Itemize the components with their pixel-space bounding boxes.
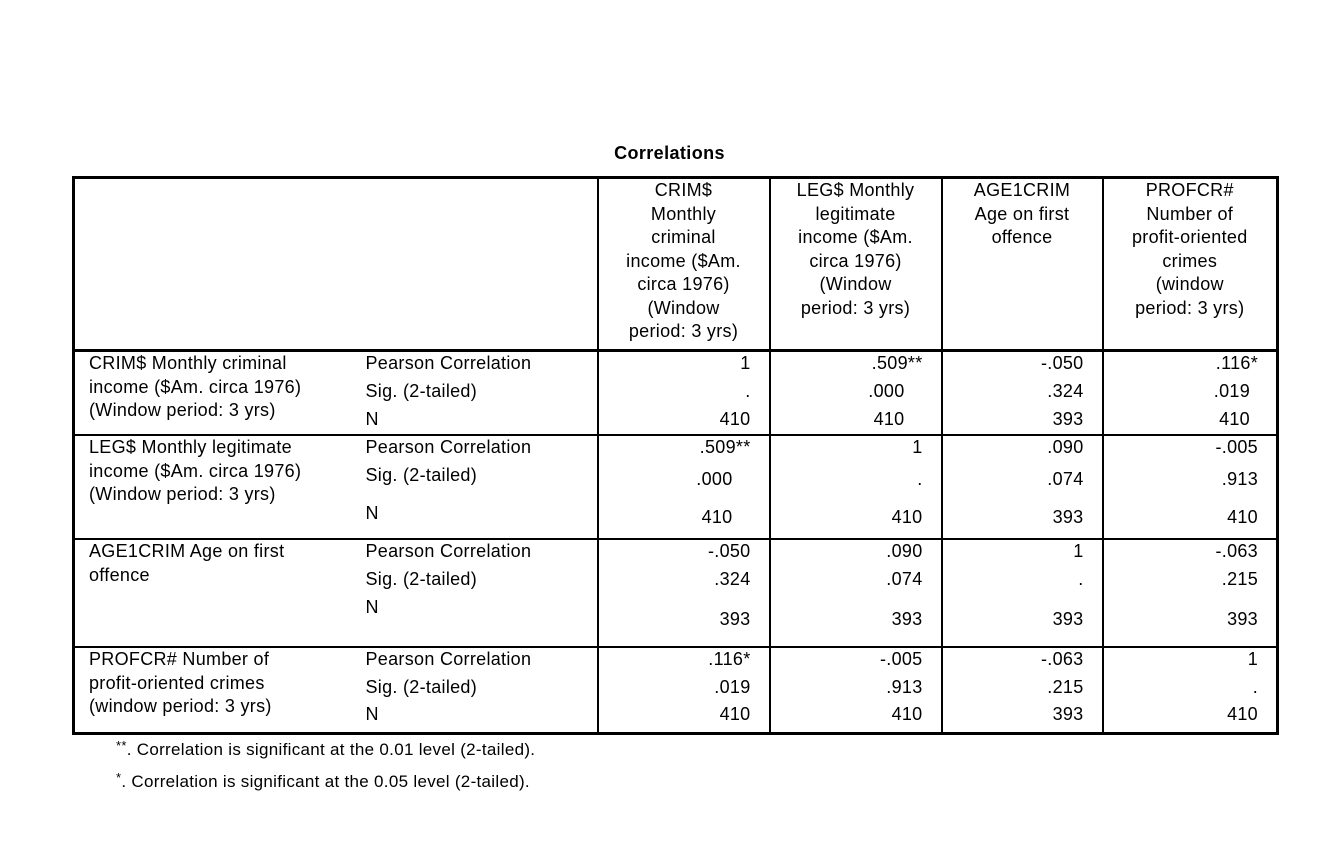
n-value: 410 xyxy=(1227,704,1258,724)
sig-value: .324 xyxy=(714,569,751,589)
stat-labels xyxy=(362,351,598,436)
row-group-profcr xyxy=(74,647,1278,734)
footnote-001 xyxy=(116,734,535,766)
row-label-line: income ($Am. circa 1976) xyxy=(89,460,302,481)
pearson-value: .090 xyxy=(886,541,923,561)
col-header-crim xyxy=(598,178,770,351)
n-value: 410 xyxy=(891,507,923,527)
col-header-line: income ($Am. xyxy=(626,250,741,271)
n-value: 393 xyxy=(719,609,751,629)
n-value: 410 xyxy=(1219,409,1250,429)
col-header-line: (Window xyxy=(647,297,720,318)
col-header-line: (Window xyxy=(819,274,892,294)
pearson-value: .116* xyxy=(1215,353,1258,373)
stat-label-n: N xyxy=(365,704,379,724)
cell-crim-profcr xyxy=(1103,351,1278,436)
sig-value: .000 xyxy=(696,469,733,489)
table-title: Correlations xyxy=(614,143,725,163)
sig-value: . xyxy=(1078,569,1084,589)
stat-label-n: N xyxy=(365,503,379,523)
col-header-line: Number of xyxy=(1146,203,1234,224)
cell-crim-age xyxy=(942,351,1103,436)
pearson-value: 1 xyxy=(740,353,751,373)
stat-label-sig: Sig. (2-tailed) xyxy=(365,569,478,589)
n-value: 393 xyxy=(1227,609,1258,629)
col-header-line: criminal xyxy=(651,227,716,247)
cell-profcr-crim xyxy=(598,647,770,734)
pearson-value: -.063 xyxy=(1040,649,1084,669)
row-label-line: AGE1CRIM Age on first xyxy=(89,541,285,561)
col-header-line: period: 3 yrs) xyxy=(628,321,739,341)
col-header-line: crimes xyxy=(1162,250,1218,271)
sig-value: .019 xyxy=(1213,381,1250,401)
row-label-profcr xyxy=(74,647,362,734)
col-header-line: profit-oriented xyxy=(1131,227,1248,247)
stat-label-sig: Sig. (2-tailed) xyxy=(365,381,478,401)
pearson-value: .509** xyxy=(699,437,751,457)
sig-value: .913 xyxy=(886,677,923,697)
row-label-line: offence xyxy=(89,564,150,585)
pearson-value: -.005 xyxy=(1215,437,1258,457)
pearson-value: .090 xyxy=(1047,437,1084,457)
sig-value: .074 xyxy=(1047,469,1084,489)
col-header-line: (window xyxy=(1155,274,1224,294)
n-value: 410 xyxy=(701,507,733,527)
col-header-line: Monthly xyxy=(650,203,717,224)
row-label-line: (Window period: 3 yrs) xyxy=(89,484,276,504)
pearson-value: 1 xyxy=(1247,649,1258,669)
stat-label-n: N xyxy=(365,597,379,617)
cell-profcr-age xyxy=(942,647,1103,734)
cell-age-crim xyxy=(598,539,770,647)
cell-leg-profcr xyxy=(1103,435,1278,539)
cell-leg-crim xyxy=(598,435,770,539)
sig-value: .913 xyxy=(1221,469,1258,489)
sig-value: .215 xyxy=(1221,569,1258,589)
cell-profcr-profcr xyxy=(1103,647,1278,734)
row-label-age1crim xyxy=(74,539,362,647)
cell-leg-leg xyxy=(770,435,942,539)
col-header-profcr xyxy=(1103,178,1278,351)
cell-leg-age xyxy=(942,435,1103,539)
n-value: 393 xyxy=(1052,704,1084,724)
stat-label-pearson: Pearson Correlation xyxy=(365,541,532,561)
pearson-value: 1 xyxy=(912,437,923,457)
row-label-line: income ($Am. circa 1976) xyxy=(89,376,302,397)
stat-labels xyxy=(362,435,598,539)
pearson-value: .116* xyxy=(708,649,751,669)
row-group-age1crim xyxy=(74,539,1278,647)
footnote-marker: ** xyxy=(116,738,127,753)
n-value: 393 xyxy=(1052,409,1084,429)
stat-label-sig: Sig. (2-tailed) xyxy=(365,465,478,485)
row-label-line: CRIM$ Monthly criminal xyxy=(89,353,287,373)
sig-value: . xyxy=(1252,677,1258,697)
sig-value: . xyxy=(917,469,923,489)
row-label-line: (window period: 3 yrs) xyxy=(89,696,272,716)
pearson-value: -.063 xyxy=(1215,541,1258,561)
cell-crim-leg xyxy=(770,351,942,436)
pearson-value: .509** xyxy=(871,353,923,373)
n-value: 393 xyxy=(1052,507,1084,527)
sig-value: .215 xyxy=(1047,677,1084,697)
sig-value: .324 xyxy=(1047,381,1084,401)
col-header-line: period: 3 yrs) xyxy=(1135,297,1245,318)
col-header-line: PROFCR# xyxy=(1145,180,1234,200)
n-value: 393 xyxy=(891,609,923,629)
n-value: 410 xyxy=(719,409,751,429)
row-label-line: LEG$ Monthly legitimate xyxy=(89,437,292,457)
n-value: 410 xyxy=(1227,507,1258,527)
footnotes xyxy=(116,734,535,798)
sig-value: .074 xyxy=(886,569,923,589)
col-header-line: legitimate xyxy=(815,203,896,224)
col-header-line: Age on first xyxy=(974,203,1070,224)
col-header-line: circa 1976) xyxy=(637,274,730,294)
pearson-value: -.050 xyxy=(1040,353,1084,373)
col-header-line: offence xyxy=(991,227,1053,247)
cell-crim-crim xyxy=(598,351,770,436)
col-header-line: period: 3 yrs) xyxy=(800,297,911,318)
col-header-line: LEG$ Monthly xyxy=(796,180,915,200)
stat-label-pearson: Pearson Correlation xyxy=(365,649,532,669)
n-value: 393 xyxy=(1052,609,1084,629)
footnote-marker: * xyxy=(116,770,122,785)
stat-label-pearson: Pearson Correlation xyxy=(365,437,532,457)
col-header-age1crim xyxy=(942,178,1103,351)
cell-age-age xyxy=(942,539,1103,647)
footnote-text: . Correlation is significant at the 0.05 level (2-tailed). xyxy=(121,772,530,791)
header-corner xyxy=(74,178,598,351)
stat-label-n: N xyxy=(365,409,379,429)
col-header-line: income ($Am. xyxy=(798,227,913,247)
cell-age-leg xyxy=(770,539,942,647)
col-header-line: AGE1CRIM xyxy=(973,180,1071,200)
sig-value: .019 xyxy=(714,677,751,697)
footnote-text: . Correlation is significant at the 0.01 level (2-tailed). xyxy=(126,740,536,759)
row-group-leg xyxy=(74,435,1278,539)
header-row xyxy=(74,178,1278,351)
stat-label-pearson: Pearson Correlation xyxy=(365,353,532,373)
row-group-crim xyxy=(74,351,1278,436)
correlations-table xyxy=(72,176,1279,735)
row-label-line: profit-oriented crimes xyxy=(89,672,265,693)
row-label-crim xyxy=(74,351,362,436)
sig-value: . xyxy=(745,381,751,401)
pearson-value: -.050 xyxy=(707,541,751,561)
n-value: 410 xyxy=(891,704,923,724)
col-header-line: circa 1976) xyxy=(809,250,902,271)
n-value: 410 xyxy=(873,409,905,429)
stat-label-sig: Sig. (2-tailed) xyxy=(365,677,478,697)
col-header-line: CRIM$ xyxy=(654,180,713,200)
footnote-005 xyxy=(116,766,535,798)
row-label-leg xyxy=(74,435,362,539)
pearson-value: 1 xyxy=(1073,541,1084,561)
col-header-leg xyxy=(770,178,942,351)
n-value: 410 xyxy=(719,704,751,724)
row-label-line: PROFCR# Number of xyxy=(89,649,270,669)
cell-age-profcr xyxy=(1103,539,1278,647)
row-label-line: (Window period: 3 yrs) xyxy=(89,400,276,420)
cell-profcr-leg xyxy=(770,647,942,734)
stat-labels xyxy=(362,647,598,734)
stat-labels xyxy=(362,539,598,647)
sig-value: .000 xyxy=(868,381,905,401)
pearson-value: -.005 xyxy=(879,649,923,669)
